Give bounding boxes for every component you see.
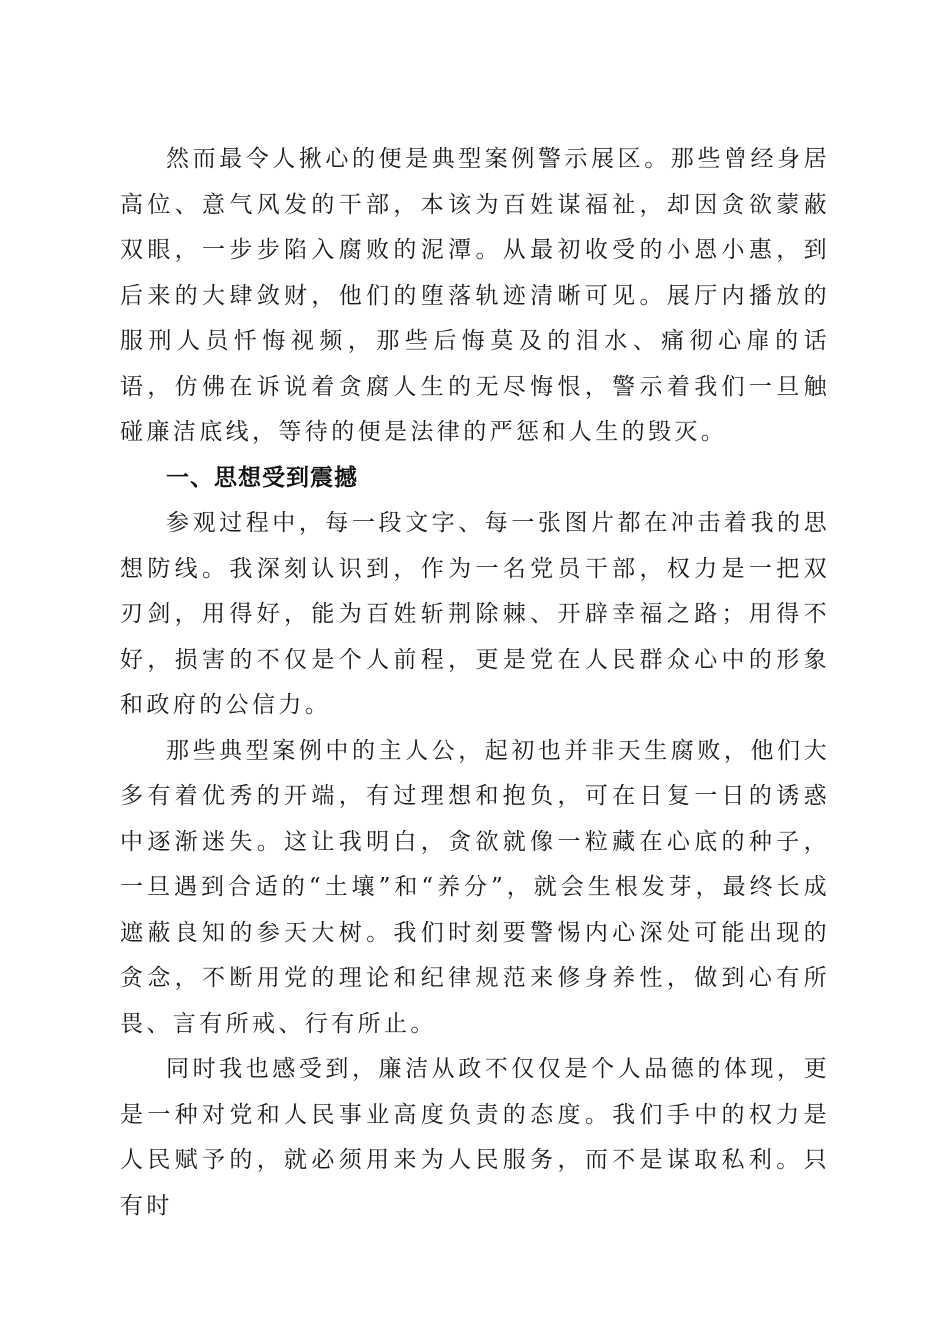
paragraph-case-protagonists: 那些典型案例中的主人公，起初也并非天生腐败，他们大多有着优秀的开端，有过理想和抱负，可在日复一日的诱惑中逐渐迷失。这让我明白，贪欲就像一粒藏在心底的种子，一旦遇到合适的“土壤”和“养分”，就会生根发芽，最终长成遮蔽良知的参天大树。我们时刻要警惕内心深处可能出现的贪念，不断用党的理论和纪律规范来修身养性，做到心有所畏、言有所戒、行有所止。	[120, 737, 830, 1037]
paragraph-visit-impact: 参观过程中，每一段文字、每一张图片都在冲击着我的思想防线。我深刻认识到，作为一名党员干部，权力是一把双刃剑，用得好，能为百姓斩荆除棘、开辟幸福之路；用得不好，损害的不仅是个人前程，更是党在人民群众心中的形象和政府的公信力。	[120, 510, 830, 718]
section-heading: 一、思想受到震撼	[166, 464, 358, 491]
paragraph-integrity-attitude: 同时我也感受到，廉洁从政不仅仅是个人品德的体现，更是一种对党和人民事业高度负责的态度。我们手中的权力是人民赋予的，就必须用来为人民服务，而不是谋取私利。只有时	[120, 1056, 830, 1219]
document-body	[120, 137, 830, 1229]
paragraph-warning-exhibit: 然而最令人揪心的便是典型案例警示展区。那些曾经身居高位、意气风发的干部，本该为百姓谋福祉，却因贪欲蒙蔽双眼，一步步陷入腐败的泥潭。从最初收受的小恩小惠，到后来的大肆敛财，他们的堕落轨迹清晰可见。展厅内播放的服刑人员忏悔视频，那些后悔莫及的泪水、痛彻心扉的话语，仿佛在诉说着贪腐人生的无尽悔恨，警示着我们一旦触碰廉洁底线，等待的便是法律的严惩和人生的毁灭。	[120, 146, 830, 445]
